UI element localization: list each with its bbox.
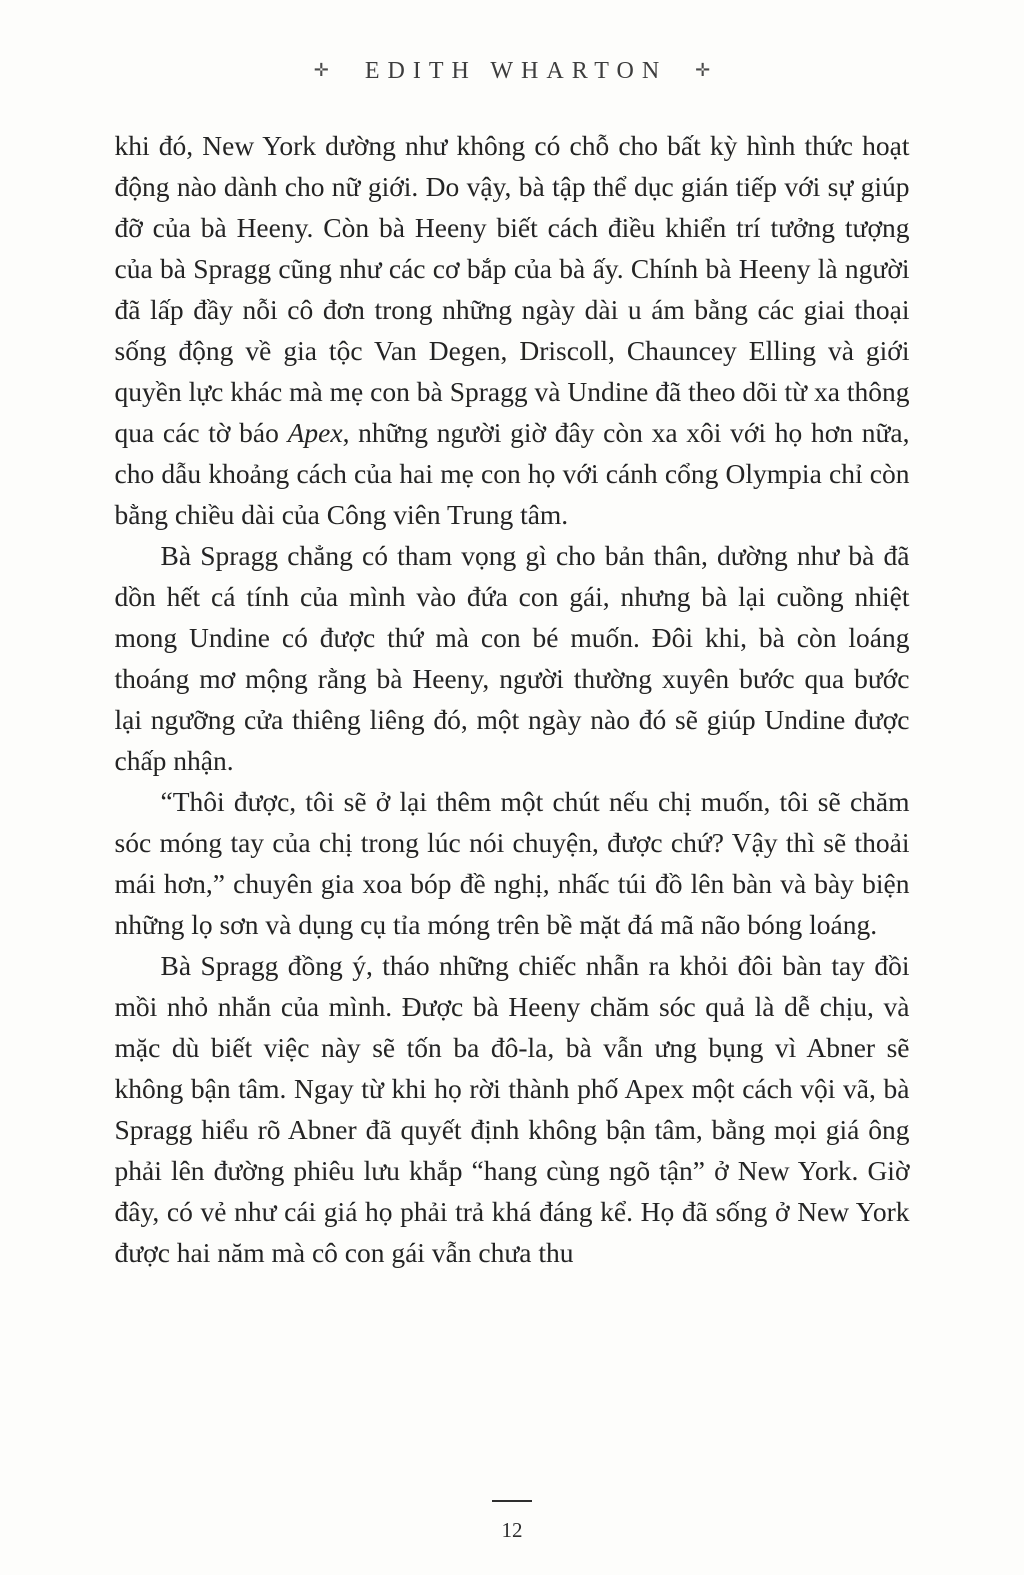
italic-text-segment: Apex	[287, 417, 343, 448]
cross-ornament-icon: ✛	[695, 60, 711, 80]
text-segment: , những người giờ đây còn xa xôi với họ hơn nữa, cho dẫu khoảng cách của hai mẹ con họ với cánh cổng Olympia chỉ còn bằng chiều dài của Công viên Trung tâm.	[114, 417, 910, 530]
text-segment: “Thôi được, tôi sẽ ở lại thêm một chút nếu chị muốn, tôi sẽ chăm sóc móng tay của chị trong lúc nói chuyện, được chứ? Vậy thì sẽ thoải mái hơn,” chuyên gia xoa bóp đề nghị, nhấc túi đồ lên bàn và bày biện những lọ sơn và dụng cụ tỉa móng trên bề mặt đá mã não bóng loáng.	[114, 786, 910, 940]
running-head-title: EDITH WHARTON	[364, 58, 668, 84]
page-number: 12	[501, 1518, 523, 1542]
text-segment: Bà Spragg đồng ý, tháo những chiếc nhẫn ra khỏi đôi bàn tay đồi mồi nhỏ nhắn của mình. Được bà Heeny chăm sóc quả là dễ chịu, và mặc dù biết việc này sẽ tốn ba đô-la, bà vẫn ưng bụng vì Abner sẽ không bận tâm. Ngay từ khi họ rời thành phố Apex một cách vội vã, bà Spragg hiểu rõ Abner đã quyết định không bận tâm, bằng mọi giá ông phải lên đường phiêu lưu khắp “hang cùng ngõ tận” ở New York. Giờ đây, có vẻ như cái giá họ phải trả khá đáng kể. Họ đã sống ở New York được hai năm mà cô con gái vẫn chưa thu	[114, 950, 910, 1268]
text-segment: khi đó, New York dường như không có chỗ cho bất kỳ hình thức hoạt động nào dành cho nữ giới. Do vậy, bà tập thể dục gián tiếp với sự giúp đỡ của bà Heeny. Còn bà Heeny biết cách điều khiển trí tưởng tượng của bà Spragg cũng như các cơ bắp của bà ấy. Chính bà Heeny là người đã lấp đầy nỗi cô đơn trong những ngày dài u ám bằng các giai thoại sống động về gia tộc Van Degen, Driscoll, Chauncey Elling và giới quyền lực khác mà mẹ con bà Spragg và Undine đã theo dõi từ xa thông qua các tờ báo	[114, 130, 910, 448]
page-footer	[0, 1500, 1024, 1543]
page-header	[0, 0, 1024, 85]
paragraph	[115, 535, 910, 781]
cross-ornament-icon: ✛	[313, 60, 329, 80]
text-segment: Bà Spragg chẳng có tham vọng gì cho bản thân, dường như bà đã dồn hết cá tính của mình vào đứa con gái, nhưng bà lại cuồng nhiệt mong Undine có được thứ mà con bé muốn. Đôi khi, bà còn loáng thoáng mơ mộng rằng bà Heeny, người thường xuyên bước qua bước lại ngưỡng cửa thiêng liêng đó, một ngày nào đó sẽ giúp Undine được chấp nhận.	[114, 540, 910, 776]
paragraph	[115, 125, 910, 535]
paragraph	[115, 945, 910, 1273]
footer-rule-divider	[492, 1500, 532, 1502]
paragraph	[115, 781, 910, 945]
body-text	[115, 125, 910, 1273]
